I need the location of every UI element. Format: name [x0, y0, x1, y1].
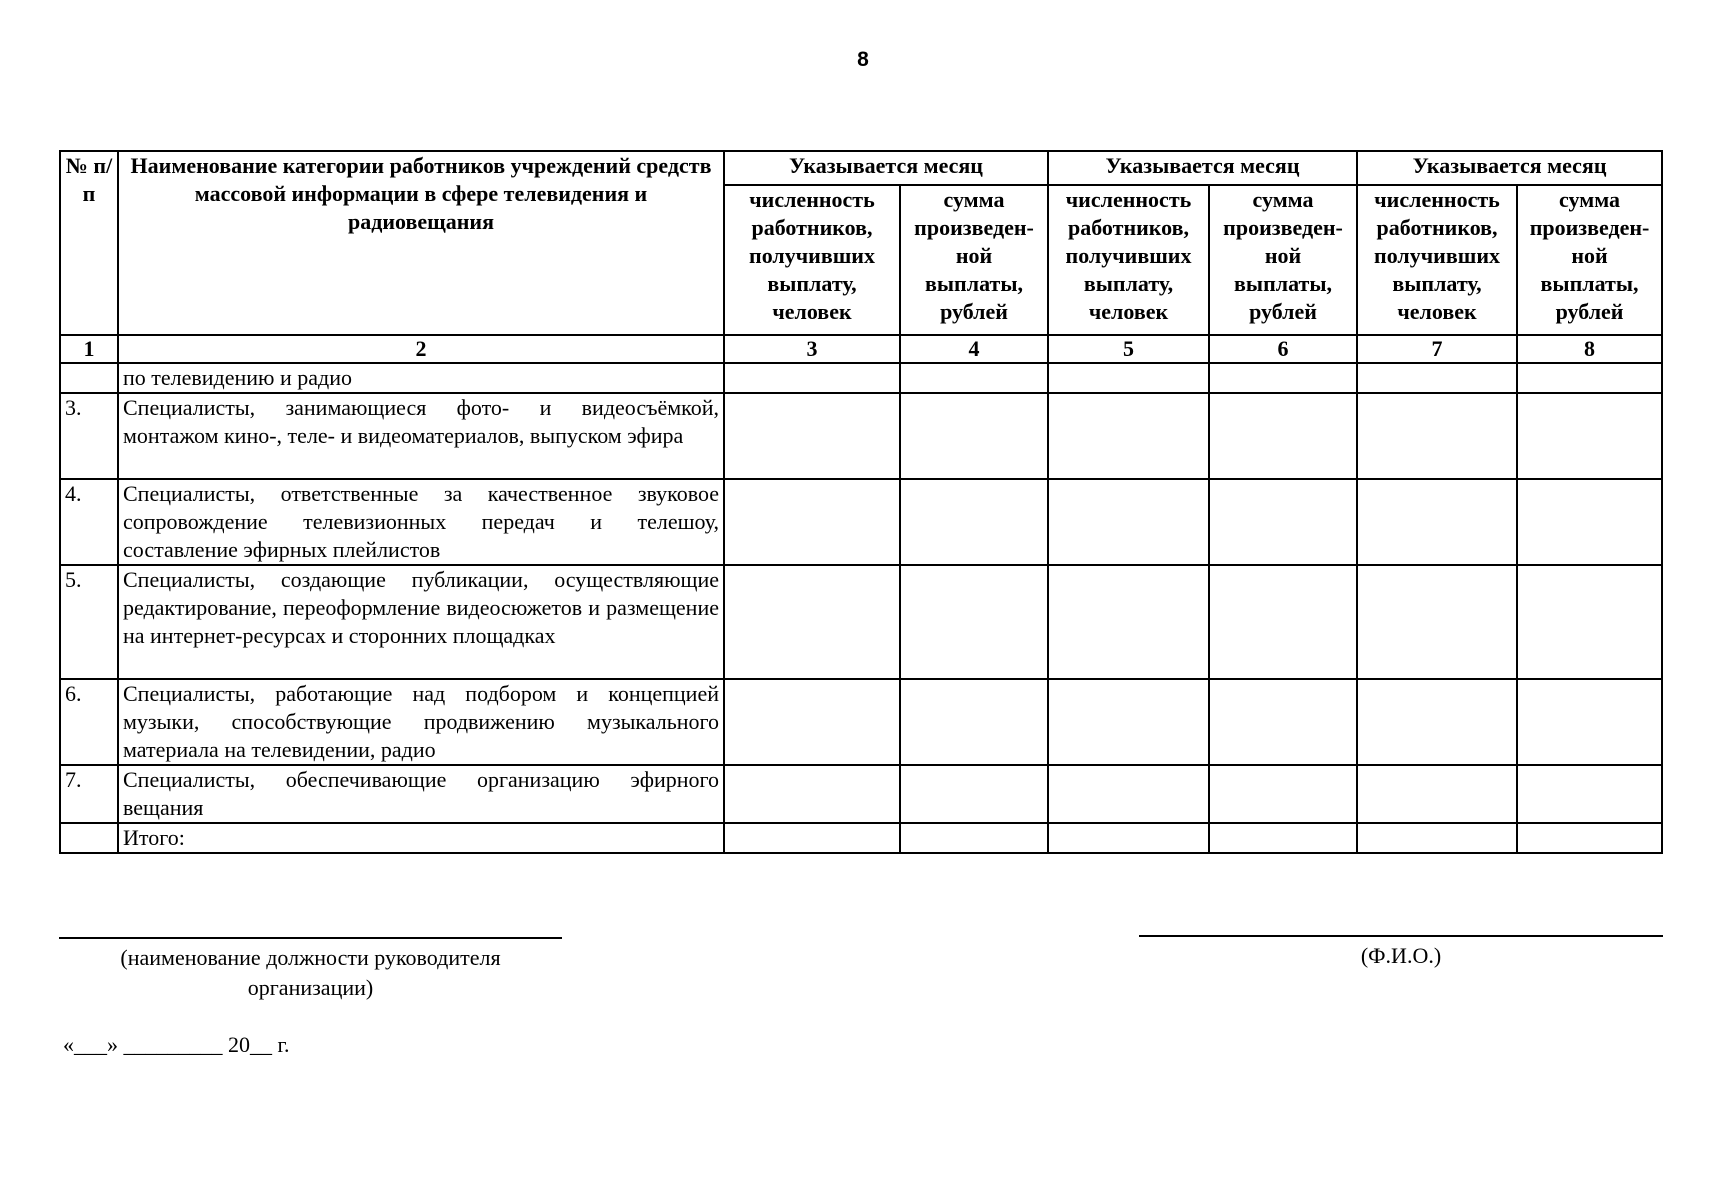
table-row	[60, 393, 1662, 479]
row-category-name: Специалисты, работающие над подбором и концепцией музыки, способствующие продвижению музыкального материала на телевидении, радио	[118, 679, 724, 765]
table-row	[60, 679, 1662, 765]
sum-cell-2[interactable]	[1209, 479, 1357, 565]
position-signature-line[interactable]	[59, 937, 562, 939]
count-cell-3[interactable]	[1357, 565, 1517, 679]
total-label: Итого:	[118, 823, 724, 853]
header-sum-3: сумма произведен-ной выплаты, рублей	[1517, 185, 1662, 335]
column-number: 4	[900, 335, 1048, 363]
count-cell-2[interactable]	[1048, 393, 1209, 479]
row-category-name: по телевидению и радио	[118, 363, 724, 393]
table-row	[60, 363, 1662, 393]
sum-cell-2[interactable]	[1209, 363, 1357, 393]
sum-cell-3[interactable]	[1517, 565, 1662, 679]
sum-cell-3[interactable]	[1517, 765, 1662, 823]
row-category-name: Специалисты, ответственные за качественное звуковое сопровождение телевизионных передач и телешоу, составление эфирных плейлистов	[118, 479, 724, 565]
count-cell-2[interactable]	[1048, 479, 1209, 565]
column-number: 7	[1357, 335, 1517, 363]
count-cell-2[interactable]	[1048, 765, 1209, 823]
name-caption: (Ф.И.О.)	[1360, 943, 1442, 968]
header-row-months	[60, 151, 1662, 185]
column-number: 1	[60, 335, 118, 363]
column-number: 2	[118, 335, 724, 363]
row-number: 4.	[60, 479, 118, 565]
sum-cell-2[interactable]	[1209, 679, 1357, 765]
header-month-3: Указывается месяц	[1357, 151, 1662, 185]
total-sum-1[interactable]	[900, 823, 1048, 853]
sum-cell-1[interactable]	[900, 479, 1048, 565]
total-count-2[interactable]	[1048, 823, 1209, 853]
sum-cell-2[interactable]	[1209, 393, 1357, 479]
column-number: 3	[724, 335, 900, 363]
count-cell-1[interactable]	[724, 479, 900, 565]
header-month-1: Указывается месяц	[724, 151, 1048, 185]
row-category-name: Специалисты, обеспечивающие организацию эфирного вещания	[118, 765, 724, 823]
sum-cell-1[interactable]	[900, 765, 1048, 823]
count-cell-3[interactable]	[1357, 479, 1517, 565]
sum-cell-1[interactable]	[900, 565, 1048, 679]
header-month-2: Указывается месяц	[1048, 151, 1357, 185]
sum-cell-2[interactable]	[1209, 565, 1357, 679]
sum-cell-1[interactable]	[900, 393, 1048, 479]
count-cell-3[interactable]	[1357, 393, 1517, 479]
header-count-3: численность работников, получивших выплату, человек	[1357, 185, 1517, 335]
count-cell-3[interactable]	[1357, 363, 1517, 393]
count-cell-1[interactable]	[724, 679, 900, 765]
sum-cell-3[interactable]	[1517, 363, 1662, 393]
sum-cell-3[interactable]	[1517, 479, 1662, 565]
sum-cell-1[interactable]	[900, 363, 1048, 393]
table-row	[60, 565, 1662, 679]
row-category-name: Специалисты, создающие публикации, осуществляющие редактирование, переоформление видеосюжетов и размещение на интернет-ресурсах и сторонних площадках	[118, 565, 724, 679]
row-number	[60, 823, 118, 853]
sum-cell-2[interactable]	[1209, 765, 1357, 823]
total-row	[60, 823, 1662, 853]
row-number: 3.	[60, 393, 118, 479]
column-number-row	[60, 335, 1662, 363]
total-sum-3[interactable]	[1517, 823, 1662, 853]
page-number: 8	[857, 48, 869, 71]
total-sum-2[interactable]	[1209, 823, 1357, 853]
header-sum-2: сумма произведен-ной выплаты, рублей	[1209, 185, 1357, 335]
sum-cell-3[interactable]	[1517, 393, 1662, 479]
name-signature-line[interactable]	[1139, 935, 1663, 937]
count-cell-1[interactable]	[724, 363, 900, 393]
header-num: № п/п	[60, 151, 118, 335]
header-category-name: Наименование категории работников учреждений средств массовой информации в сфере телевидения и радиовещания	[118, 151, 724, 335]
position-caption: (наименование должности руководителя организации)	[120, 945, 501, 1000]
row-number: 6.	[60, 679, 118, 765]
sum-cell-3[interactable]	[1517, 679, 1662, 765]
count-cell-1[interactable]	[724, 393, 900, 479]
total-count-1[interactable]	[724, 823, 900, 853]
column-number: 6	[1209, 335, 1357, 363]
table-row	[60, 765, 1662, 823]
row-number: 5.	[60, 565, 118, 679]
header-count-1: численность работников, получивших выплату, человек	[724, 185, 900, 335]
count-cell-3[interactable]	[1357, 765, 1517, 823]
count-cell-2[interactable]	[1048, 679, 1209, 765]
row-number	[60, 363, 118, 393]
table-row	[60, 479, 1662, 565]
column-number: 5	[1048, 335, 1209, 363]
count-cell-2[interactable]	[1048, 363, 1209, 393]
row-number: 7.	[60, 765, 118, 823]
date-line[interactable]: «___» _________ 20__ г.	[63, 1032, 290, 1057]
header-count-2: численность работников, получивших выплату, человек	[1048, 185, 1209, 335]
sum-cell-1[interactable]	[900, 679, 1048, 765]
count-cell-1[interactable]	[724, 765, 900, 823]
report-table	[59, 150, 1663, 854]
header-sum-1: сумма произведен-ной выплаты, рублей	[900, 185, 1048, 335]
count-cell-2[interactable]	[1048, 565, 1209, 679]
count-cell-3[interactable]	[1357, 679, 1517, 765]
total-count-3[interactable]	[1357, 823, 1517, 853]
column-number: 8	[1517, 335, 1662, 363]
row-category-name: Специалисты, занимающиеся фото- и видеосъёмкой, монтажом кино-, теле- и видеоматериалов, выпуском эфира	[118, 393, 724, 479]
count-cell-1[interactable]	[724, 565, 900, 679]
